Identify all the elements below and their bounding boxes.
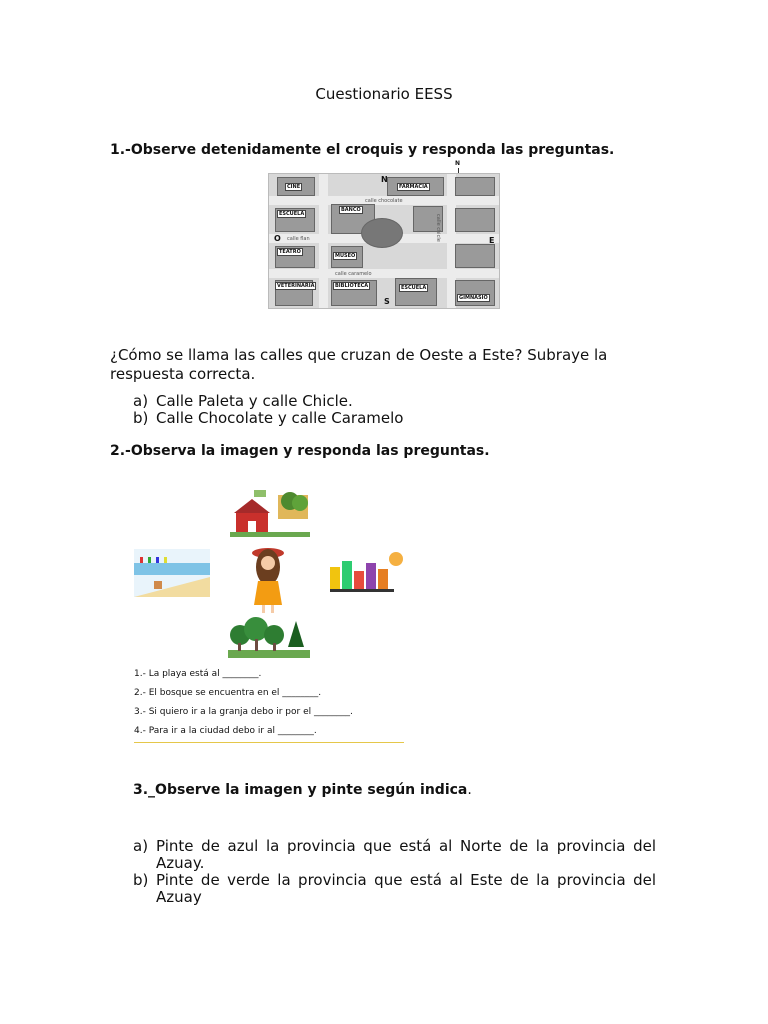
street-label-chicle: calle chicle xyxy=(435,214,441,242)
question-3-heading xyxy=(133,782,472,798)
map-label-banco: BANCO xyxy=(341,207,361,213)
option-text: Pinte de azul la provincia que está al Norte de la provincia del Azuay. xyxy=(156,837,656,872)
map-label-escuela: ESCUELA xyxy=(279,211,305,217)
option-text: Calle Paleta y calle Chicle. xyxy=(156,392,353,410)
compass-north: N xyxy=(381,175,388,184)
question-3-option-b xyxy=(133,872,656,906)
map-label-cine: CINE xyxy=(287,184,301,190)
compass-south: S xyxy=(384,297,390,306)
question-3-heading-period: . xyxy=(467,782,472,798)
girl-icon xyxy=(252,548,284,613)
town-sketch-map xyxy=(268,173,500,309)
beach-icon xyxy=(134,549,210,597)
option-letter: b) xyxy=(133,409,149,427)
question-1-text: ¿Cómo se llama las calles que cruzan de Oeste a Este? Subraye la respuesta correcta. xyxy=(110,346,608,383)
option-letter: a) xyxy=(133,392,149,410)
street-label-chocolate: calle chocolate xyxy=(365,198,403,204)
question-3-heading-text: 3._Observe la imagen y pinte según indica xyxy=(133,782,468,798)
compass-west: O xyxy=(274,234,281,243)
forest-icon xyxy=(228,617,310,658)
option-letter: a) xyxy=(133,837,149,855)
fill-blank-line-3: 3.- Si quiero ir a la granja debo ir por el ________. xyxy=(134,707,353,717)
divider xyxy=(134,742,404,743)
north-arrow-label: N xyxy=(455,160,461,167)
farm-icon xyxy=(230,490,310,537)
document-title: Cuestionario EESS xyxy=(315,85,453,103)
question-3-option-a xyxy=(133,838,656,872)
fill-blank-line-1: 1.- La playa está al ________. xyxy=(134,669,262,679)
city-icon xyxy=(330,552,403,592)
map-label-biblioteca: BIBLIOTECA xyxy=(335,283,369,289)
fill-blank-line-2: 2.- El bosque se encuentra en el ________. xyxy=(134,688,322,698)
cardinal-points-scene xyxy=(130,485,408,665)
map-label-gimnasio: GIMNASIO xyxy=(459,295,488,301)
map-label-farmacia: FARMACIA xyxy=(399,184,428,190)
compass-east: E xyxy=(489,236,495,245)
map-label-museo: MUSEO xyxy=(335,253,356,259)
map-label-teatro: TEATRO xyxy=(279,249,301,255)
question-2-heading: 2.-Observa la imagen y responda las preguntas. xyxy=(110,443,490,459)
street-label-caramelo: calle caramelo xyxy=(335,271,372,277)
question-1-heading: 1.-Observe detenidamente el croquis y responda las preguntas. xyxy=(110,142,615,158)
map-label-escuela-2: ESCUELA xyxy=(401,285,427,291)
fill-blank-line-4: 4.- Para ir a la ciudad debo ir al ________. xyxy=(134,726,317,736)
question-1-option-a xyxy=(133,393,353,410)
cardinal-points-illustration xyxy=(130,485,408,747)
option-text: Calle Chocolate y calle Caramelo xyxy=(156,409,404,427)
street-label-flan: calle flan xyxy=(287,236,310,242)
question-1-option-b xyxy=(133,410,403,427)
map-label-veterinaria: VETERINARIA xyxy=(277,283,315,289)
option-text: Pinte de verde la provincia que está al Este de la provincia del Azuay xyxy=(156,871,656,906)
option-letter: b) xyxy=(133,871,149,889)
